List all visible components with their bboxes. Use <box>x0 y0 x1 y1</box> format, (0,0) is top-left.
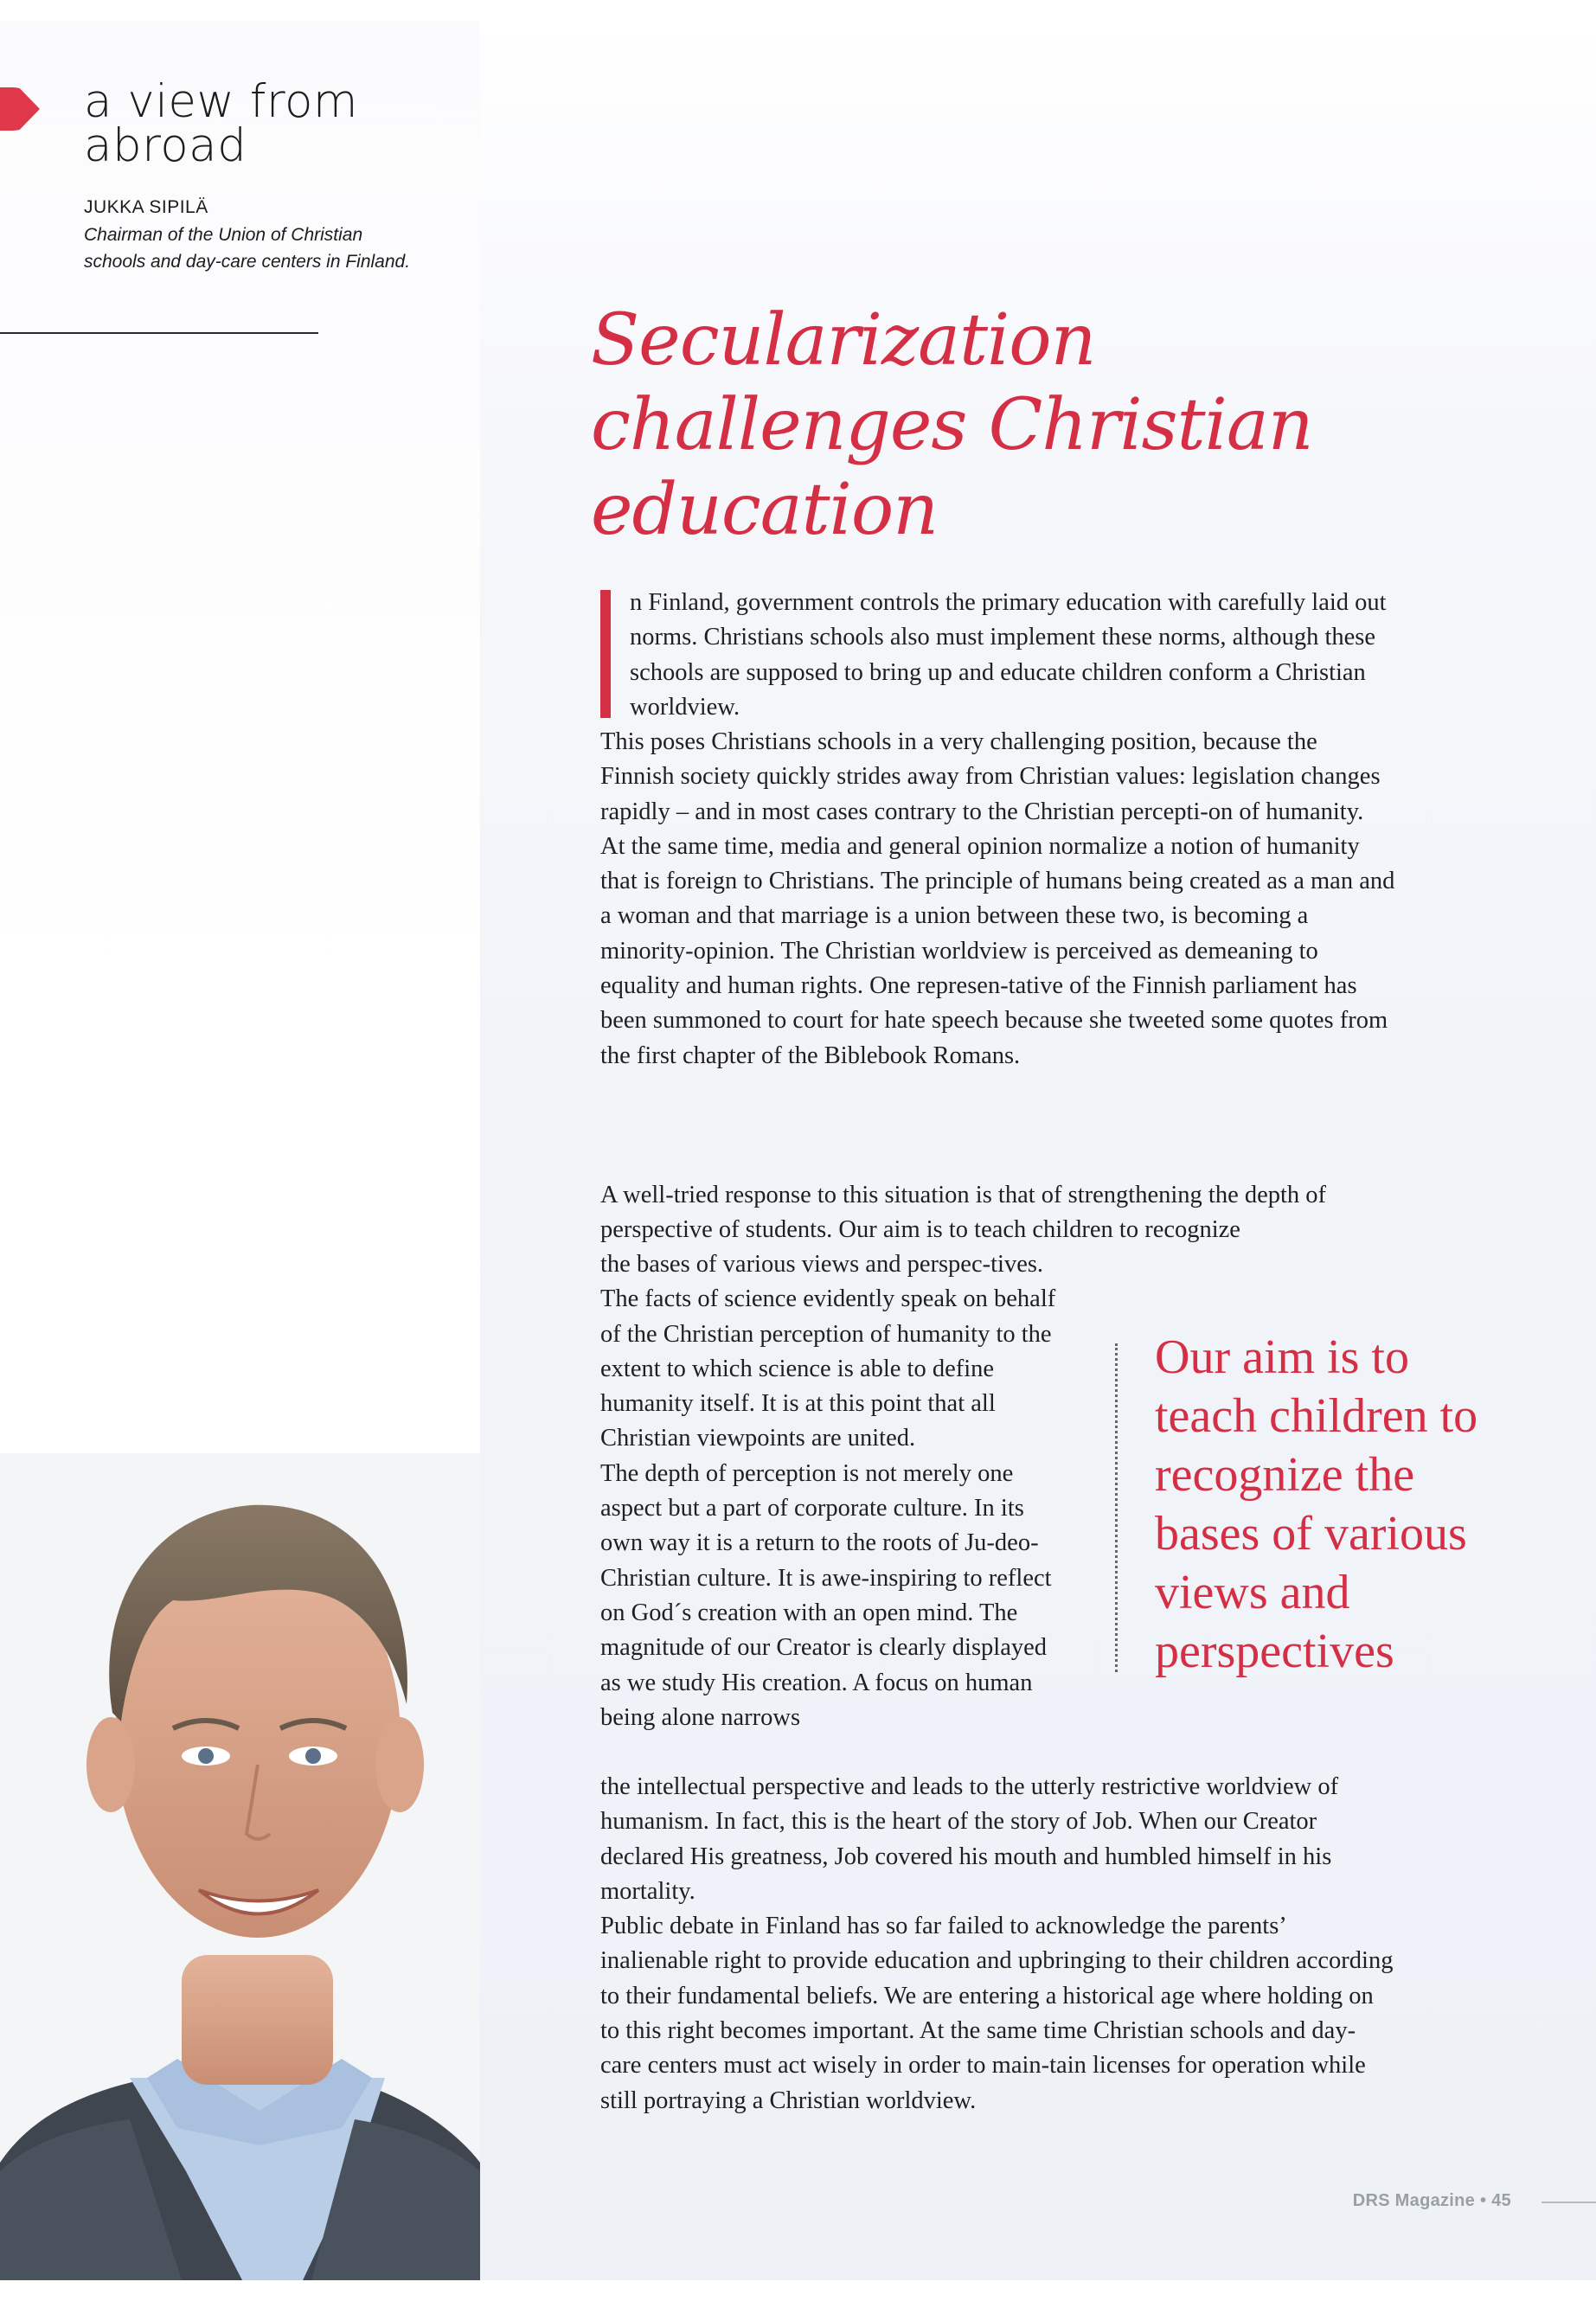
drop-cap-bar <box>600 590 611 718</box>
header-divider <box>0 332 318 334</box>
paragraph: This poses Christians schools in a very challenging position, because the Finnish society quickly strides away from Christian values: legislation changes rapidly – and in most cases contrary to the Christian percepti-on of humanity. <box>600 728 1381 825</box>
body-block-a <box>600 725 1396 1074</box>
author-role: Chairman of the Union of Christian schools and day-care centers in Finland. <box>84 225 411 272</box>
intro-paragraph <box>630 586 1400 725</box>
headline-line: education <box>591 469 938 551</box>
narrow-column <box>600 1247 1072 1735</box>
section-title: a view from abroad <box>84 75 359 172</box>
author-name: JUKKA SIPILÄ <box>84 197 208 217</box>
author-portrait <box>0 1453 480 2280</box>
body-block-c <box>600 1770 1396 2118</box>
headline-line: Secularization <box>591 299 1096 381</box>
paragraph: the bases of various views and perspec-tives. The facts of science evidently speak on behalf of the Christian perception of humanity to the extent to which science is able to define humanity itself. It is at this point that all Christian viewpoints are united. <box>600 1251 1056 1452</box>
footer-rule <box>1542 2202 1596 2203</box>
intro-text: n Finland, government controls the primary education with carefully laid out norms. Christians schools also must implement these norms, although these schools are supposed to bring up and educate children conform a Christian worldview. <box>630 589 1387 721</box>
pull-quote: Our aim is to teach children to recognize the bases of various views and perspectives <box>1155 1330 1478 1678</box>
paragraph: the intellectual perspective and leads to the utterly restrictive worldview of humanism. In fact, this is the heart of the story of Job. When our Creator declared His greatness, Job covered his mouth and humbled himself in his mortality. <box>600 1773 1339 1905</box>
page-footer <box>1353 2191 1511 2211</box>
magazine-name: DRS Magazine <box>1352 2191 1476 2210</box>
page-number: 45 <box>1491 2191 1511 2210</box>
body-block-b <box>600 1178 1396 1248</box>
paragraph: The depth of perception is not merely one aspect but a part of corporate culture. In its own way it is a return to the roots of Ju-deo-Christian culture. It is awe-inspiring to reflect on God´s creation with an open mind. The magnitude of our Creator is clearly displayed as we study His creation. A focus on human being alone narrows <box>600 1459 1052 1731</box>
article-headline <box>591 298 1404 553</box>
paragraph: Public debate in Finland has so far failed to acknowledge the parents’ inalienable right to provide education and upbringing to their children according to their fundamental beliefs. We are entering a historical age where holding on to this right becomes important. At the same time Christian schools and day-care centers must act wisely in order to main-tain licenses for operation while still portraying a Christian worldview. <box>600 1913 1394 2114</box>
paragraph: At the same time, media and general opinion normalize a notion of humanity that is foreign to Christians. The principle of humans being created as a man and a woman and that marriage is a union between these two, is becoming a minority-opinion. The Christian worldview is perceived as demeaning to equality and human rights. One represen-tative of the Finnish parliament has been summoned to court for hate speech because she tweeted some quotes from the first chapter of the Biblebook Romans. <box>600 832 1395 1069</box>
footer-separator: • <box>1479 2191 1487 2210</box>
paragraph: A well-tried response to this situation is that of strengthening the depth of perspective of students. Our aim is to teach children to recognize <box>600 1182 1327 1244</box>
headline-line: challenges Christian <box>591 384 1313 466</box>
pull-quote-rule <box>1115 1343 1118 1672</box>
